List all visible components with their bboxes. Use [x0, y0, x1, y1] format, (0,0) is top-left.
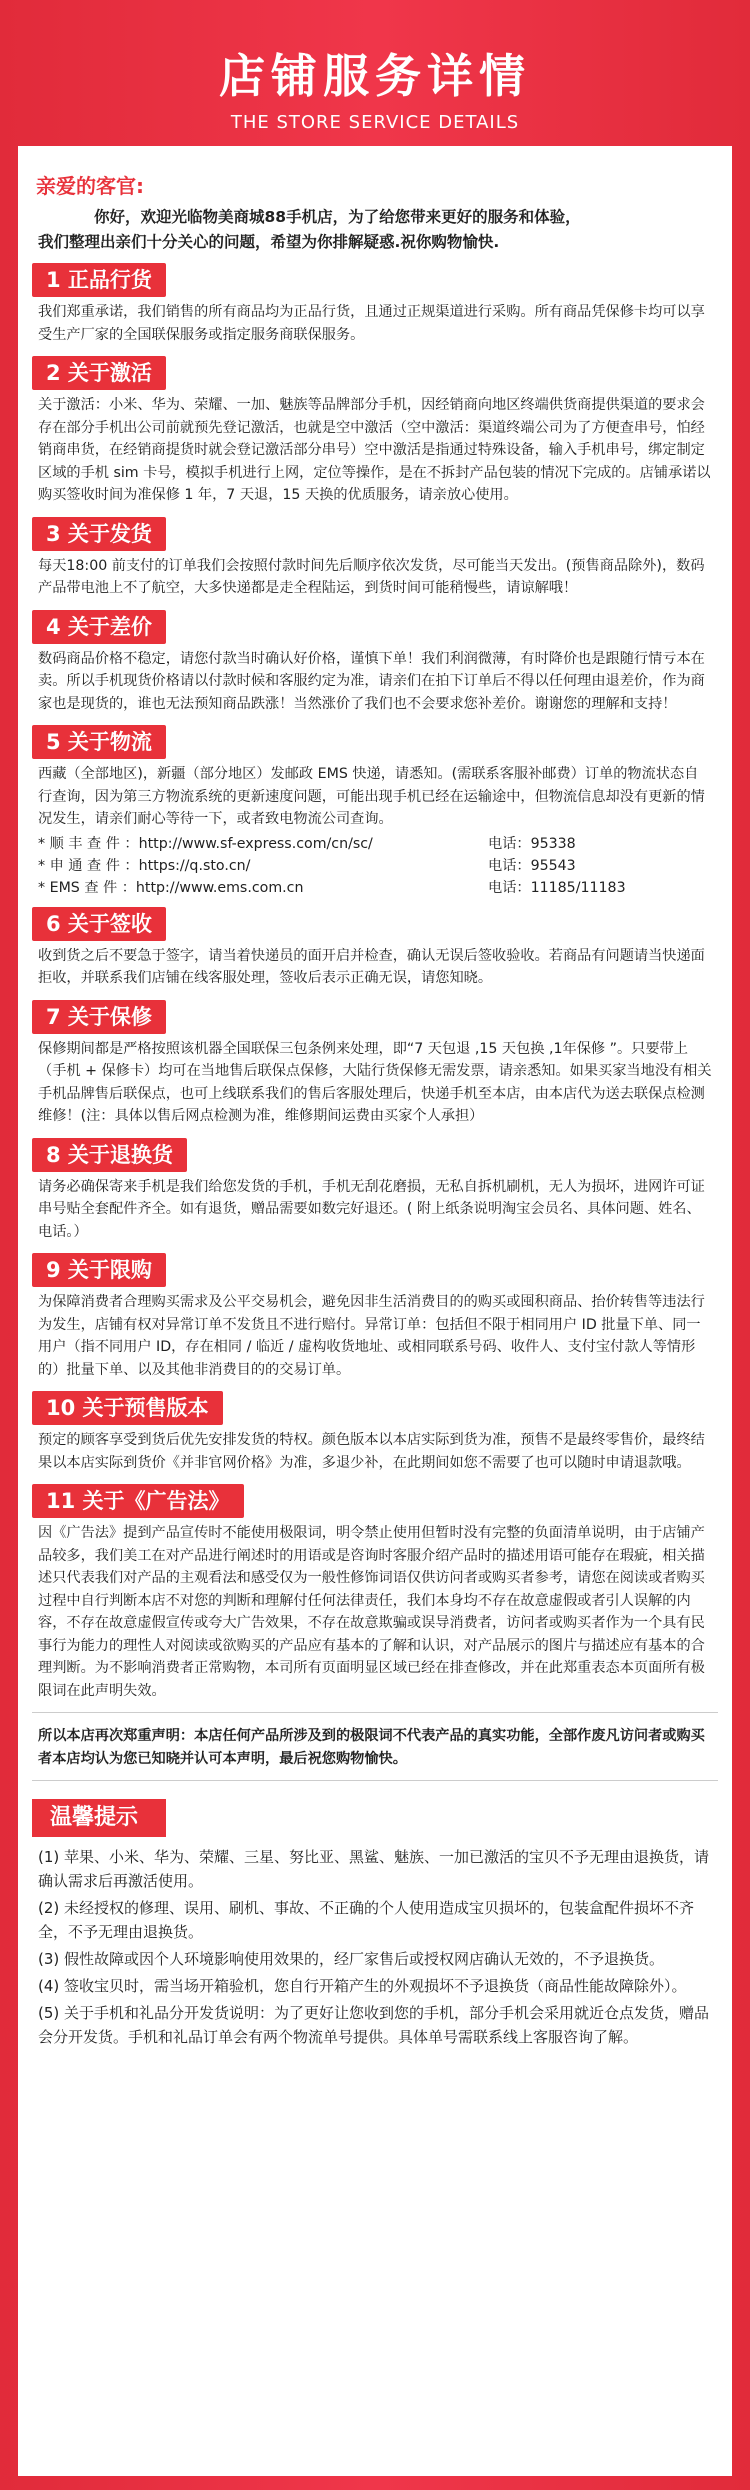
greeting: 亲爱的客官:: [36, 174, 144, 198]
section-title: 9 关于限购: [32, 1253, 166, 1287]
section-body: 我们郑重承诺，我们销售的所有商品均为正品行货，且通过正规渠道进行采购。所有商品凭保修卡均可以享受生产厂家的全国联保服务或指定服务商联保服务。: [38, 304, 705, 343]
section-body: 请务必确保寄来手机是我们给您发货的手机，手机无刮花磨损，无私自拆机刷机，无人为损坏，进网许可证串号贴全套配件齐全。如有退货，赠品需要如数完好退还。( 附上纸条说明淘宝会员名、具体问题、姓名、电话。）: [38, 1178, 705, 1240]
section-body: 数码商品价格不稳定，请您付款当时确认好价格，谨慎下单！我们利润微薄，有时降价也是跟随行情亏本在卖。所以手机现货价格请以付款时候和客服约定为准，请亲们在拍下订单后不得以任何理由退差价，作为商家也是现货的，谁也无法预知商品跌涨！当然涨价了我们也不会要求您补差价。谢谢您的理解和支持！: [38, 650, 705, 712]
section-title: 10 关于预售版本: [32, 1391, 223, 1425]
section-presale: [32, 1383, 718, 1476]
logistics-row: [38, 833, 712, 855]
section-body: 关于激活：小米、华为、荣耀、一加、魅族等品牌部分手机，因经销商向地区终端供货商提供渠道的要求会存在部分手机出公司前就预先登记激活，也就是空中激活（空中激活：渠道终端公司为了方便查串号，怕经销商串货，在经销商提货时就会登记激活部分串号）空中激活是指通过特殊设备，输入手机串号，绑定制定区域的手机 sim 卡号，模拟手机进行上网，定位等操作，是在不拆封产品包装的情况下完成的。店铺承诺以购买签收时间为准保修 1 年，7 天退，15 天换的优质服务，请亲放心使用。: [38, 397, 711, 503]
divider: [32, 1780, 718, 1781]
tip-item: (4) 签收宝贝时，需当场开箱验机，您自行开箱产生的外观损坏不予退换货（商品性能故障除外）。: [38, 1977, 687, 1995]
tip-item: (2) 未经授权的修理、误用、刷机、事故、不正确的个人使用造成宝贝损坏的，包装盒配件损坏不齐全，不予无理由退换货。: [38, 1899, 695, 1941]
section-body: 为保障消费者合理购买需求及公平交易机会，避免因非生活消费目的的购买或囤积商品、抬价转售等违法行为发生，店铺有权对异常订单不发货且不进行赔付。异常订单：包括但不限于相同用户 ID 批量下单、同一用户（指不同用户 ID，存在相同 / 临近 / 虚构收货地址、或相同联系号码、收件人、支付宝付款人等情形的）批量下单、以及其他非消费目的的交易订单。: [38, 1294, 705, 1378]
intro: [32, 205, 718, 255]
intro-line-2: 我们整理出亲们十分关心的问题，希望为你排解疑惑.祝你购物愉快.: [38, 233, 500, 251]
disclaimer-notice: 所以本店再次郑重声明：本店任何产品所涉及到的极限词不代表产品的真实功能，全部作废凡访问者或购买者本店均认为您已知晓并认可本声明，最后祝您购物愉快。: [38, 1728, 705, 1767]
section-logistics: [32, 717, 718, 899]
tips-title: 温馨提示: [32, 1799, 166, 1837]
section-body: 收到货之后不要急于签字，请当着快递员的面开启并检查，确认无误后签收验收。若商品有问题请当快递面拒收，并联系我们店铺在线客服处理，签收后表示正确无误，请您知晓。: [38, 947, 705, 986]
logistics-phone: 电话：11185/11183: [488, 879, 626, 896]
logistics-query-link[interactable]: * EMS 查 件 ：http://www.ems.com.cn: [38, 879, 304, 896]
section-price-difference: [32, 602, 718, 718]
section-body: 每天18:00 前支付的订单我们会按照付款时间先后顺序依次发货，尽可能当天发出。(预售商品除外)，数码产品带电池上不了航空，大多快递都是走全程陆运，到货时间可能稍慢些，请谅解哦！: [38, 557, 705, 596]
tip-item: (3) 假性故障或因个人环境影响使用效果的，经厂家售后或授权网店确认无效的，不予退换货。: [38, 1950, 665, 1968]
page-header: [0, 0, 750, 150]
section-title: 5 关于物流: [32, 725, 166, 759]
logistics-row: [38, 855, 712, 877]
logistics-table: [32, 833, 718, 899]
page-title: 店铺服务详情: [219, 49, 531, 103]
section-activation: [32, 348, 718, 509]
section-title: 3 关于发货: [32, 517, 166, 551]
section-title: 4 关于差价: [32, 610, 166, 644]
section-title: 11 关于《广告法》: [32, 1484, 244, 1518]
section-body: 预定的顾客享受到货后优先安排发货的特权。颜色版本以本店实际到货为准，预售不是最终零售价，最终结果以本店实际到货价《并非官网价格》为准，多退少补，在此期间如您不需要了也可以随时申请退款哦。: [38, 1432, 705, 1471]
tip-item: (5) 关于手机和礼品分开发货说明：为了更好让您收到您的手机，部分手机会采用就近仓点发货，赠品会分开发货。手机和礼品订单会有两个物流单号提供。具体单号需联系线上客服咨询了解。: [38, 2004, 710, 2046]
section-sign-for: [32, 899, 718, 992]
page-subtitle: THE STORE SERVICE DETAILS: [230, 112, 520, 133]
section-returns: [32, 1130, 718, 1246]
logistics-phone: 电话：95338: [488, 835, 576, 852]
logistics-query-link[interactable]: * 顺 丰 查 件 ：http://www.sf-express.com/cn/sc/: [38, 835, 373, 852]
section-genuine: [32, 255, 718, 348]
section-advertising-law: [32, 1476, 718, 1704]
logistics-row: [38, 877, 712, 899]
section-body: 保修期间都是严格按照该机器全国联保三包条例来处理，即“7 天包退 ,15 天包换 ,1年保修 ”。只要带上（手机 + 保修卡）均可在当地售后联保点保修，大陆行货保修无需发票，请亲悉知。如果买家当地没有相关手机品牌售后联保点，也可上线联系我们的售后客服处理后，快递手机至本店，由本店代为送去联保点检测维修！(注：具体以售后网点检测为准，维修期间运费由买家个人承担）: [38, 1040, 712, 1124]
logistics-phone: 电话：95543: [488, 857, 576, 874]
section-title: 6 关于签收: [32, 907, 166, 941]
content-card: [18, 146, 732, 2476]
section-body: 西藏（全部地区)，新疆（部分地区）发邮政 EMS 快递，请悉知。(需联系客服补邮费）订单的物流状态自行查询，因为第三方物流系统的更新速度问题，可能出现手机已经在运输途中，但物流信息却没有更新的情况发生，请亲们耐心等待一下，或者致电物流公司查询。: [38, 766, 705, 827]
logistics-query-link[interactable]: * 申 通 查 件 ：https://q.sto.cn/: [38, 857, 251, 874]
section-purchase-limit: [32, 1245, 718, 1383]
tip-item: (1) 苹果、小米、华为、荣耀、三星、努比亚、黑鲨、魅族、一加已激活的宝贝不予无理由退换货，请确认需求后再激活使用。: [38, 1848, 710, 1890]
intro-line-1: 你好，欢迎光临物美商城88手机店，为了给您带来更好的服务和体验，: [94, 208, 581, 226]
section-title: 2 关于激活: [32, 356, 166, 390]
section-body: 因《广告法》提到产品宣传时不能使用极限词，明令禁止使用但暂时没有完整的负面清单说明，由于店铺产品较多，我们美工在对产品进行阐述时的用语或是咨询时客服介绍产品时的描述用语可能存在瑕疵，相关描述只代表我们对产品的主观看法和感受仅为一般性修饰词语仅供访问者或购买者参考，请您在阅读或者购买过程中自行判断本店不对您的判断和理解付任何法律责任，我们本身均不存在故意虚假或者引人误解的内容，不存在故意虚假宣传或夸大广告效果，不存在故意欺骗或误导消费者，访问者或购买者作为一个具有民事行为能力的理性人对阅读或欲购买的产品应有基本的了解和认识，对产品展示的图片与描述应有基本的合理判断。为不影响消费者正常购物，本司所有页面明显区域已经在排查修改，并在此郑重表态本页面所有极限词在此声明失效。: [38, 1525, 705, 1699]
divider: [32, 1712, 718, 1713]
section-title: 1 正品行货: [32, 263, 166, 297]
section-title: 8 关于退换货: [32, 1138, 187, 1172]
tips-list: [32, 1845, 718, 2049]
section-shipping: [32, 509, 718, 602]
section-warranty: [32, 992, 718, 1130]
section-title: 7 关于保修: [32, 1000, 166, 1034]
